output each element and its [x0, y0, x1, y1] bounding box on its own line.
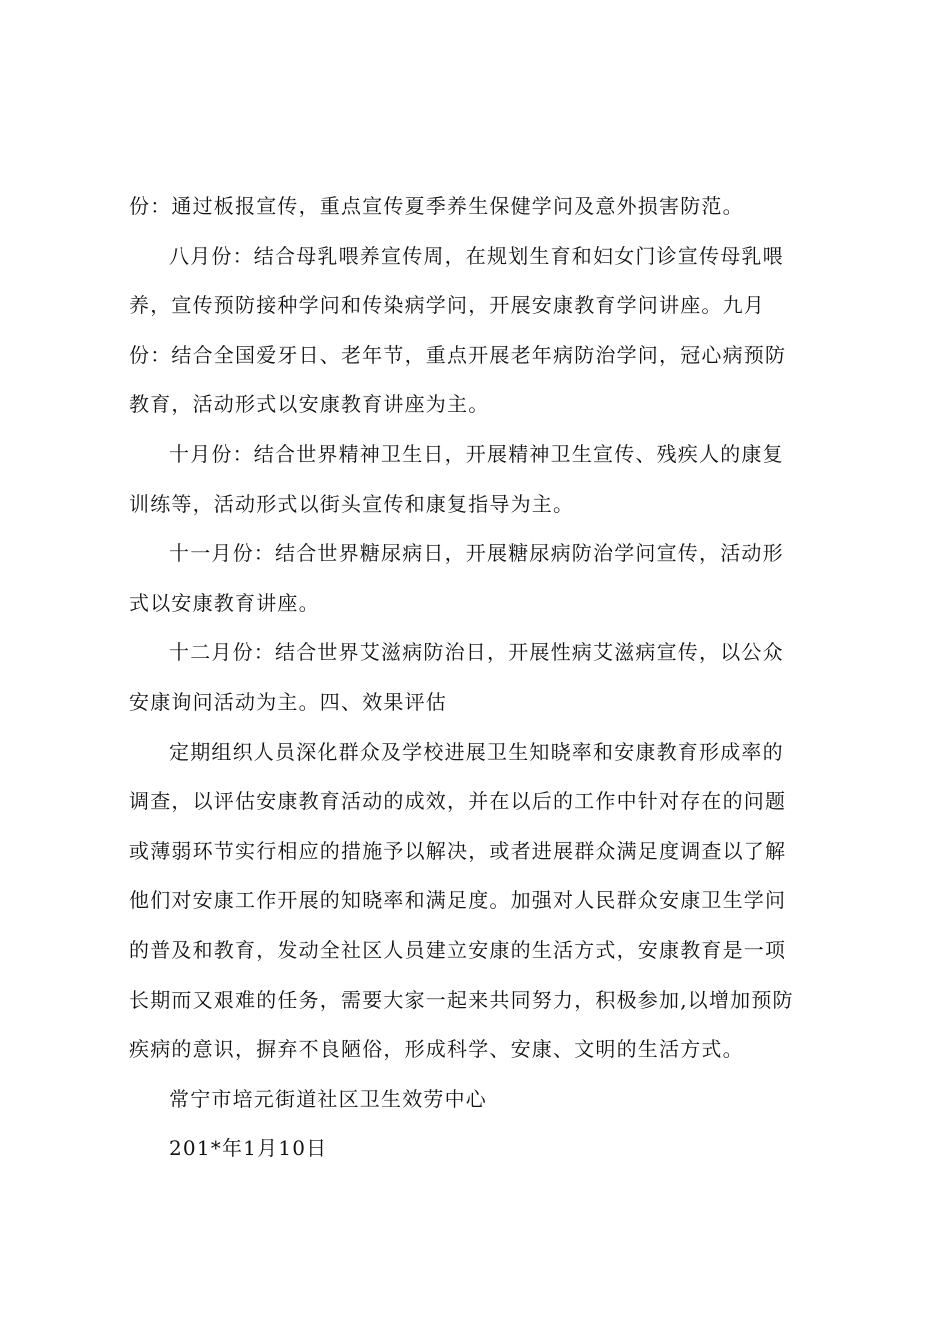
text-line: 或薄弱环节实行相应的措施予以解决，或者进展群众满足度调查以了解 [129, 838, 787, 863]
text-line: 式以安康教育讲座。 [129, 590, 320, 615]
text-line: 养，宣传预防接种学问和传染病学问，开展安康教育学问讲座。九月 [129, 293, 765, 318]
text-line: 的普及和教育，发动全社区人员建立安康的生活方式，安康教育是一项 [129, 937, 787, 962]
signature-organization: 常宁市培元街道社区卫生效劳中心 [169, 1086, 487, 1111]
text-line: 十月份：结合世界精神卫生日，开展精神卫生宣传、残疾人的康复 [169, 441, 784, 466]
text-line: 定期组织人员深化群众及学校进展卫生知晓率和安康教育形成率的 [169, 739, 784, 764]
text-line: 十一月份：结合世界糖尿病日，开展糖尿病防治学问宣传，活动形 [169, 541, 784, 566]
signature-date: 201*年1月10日 [169, 1136, 328, 1161]
paragraph-august [129, 232, 829, 430]
text-line: 教育，活动形式以安康教育讲座为主。 [129, 392, 490, 417]
paragraph-december [129, 628, 829, 727]
paragraph-november [129, 529, 829, 628]
document-body [129, 182, 829, 1174]
text-line: 调查，以评估安康教育活动的成效，并在以后的工作中针对存在的问题 [129, 789, 787, 814]
text-line: 份：结合全国爱牙日、老年节，重点开展老年病防治学问，冠心病预防 [129, 342, 787, 367]
text-line: 份：通过板报宣传，重点宣传夏季养生保健学问及意外损害防范。 [129, 194, 744, 218]
paragraph-october [129, 430, 829, 529]
paragraph-evaluation [129, 728, 829, 1075]
text-line: 安康询问活动为主。四、效果评估 [129, 689, 447, 714]
text-line: 八月份：结合母乳喂养宣传周，在规划生育和妇女门诊宣传母乳喂 [169, 243, 784, 268]
text-line: 长期而又艰难的任务，需要大家一起来共同努力，积极参加,以增加预防 [129, 987, 794, 1012]
text-line: 十二月份：结合世界艾滋病防治日，开展性病艾滋病宣传，以公众 [169, 640, 784, 665]
paragraph-1 [129, 182, 829, 232]
text-line: 疾病的意识，摒弃不良陋俗，形成科学、安康、文明的生活方式。 [129, 1037, 744, 1062]
text-line: 他们对安康工作开展的知晓率和满足度。加强对人民群众安康卫生学问 [129, 888, 787, 913]
text-line: 训练等，活动形式以街头宣传和康复指导为主。 [129, 491, 575, 516]
